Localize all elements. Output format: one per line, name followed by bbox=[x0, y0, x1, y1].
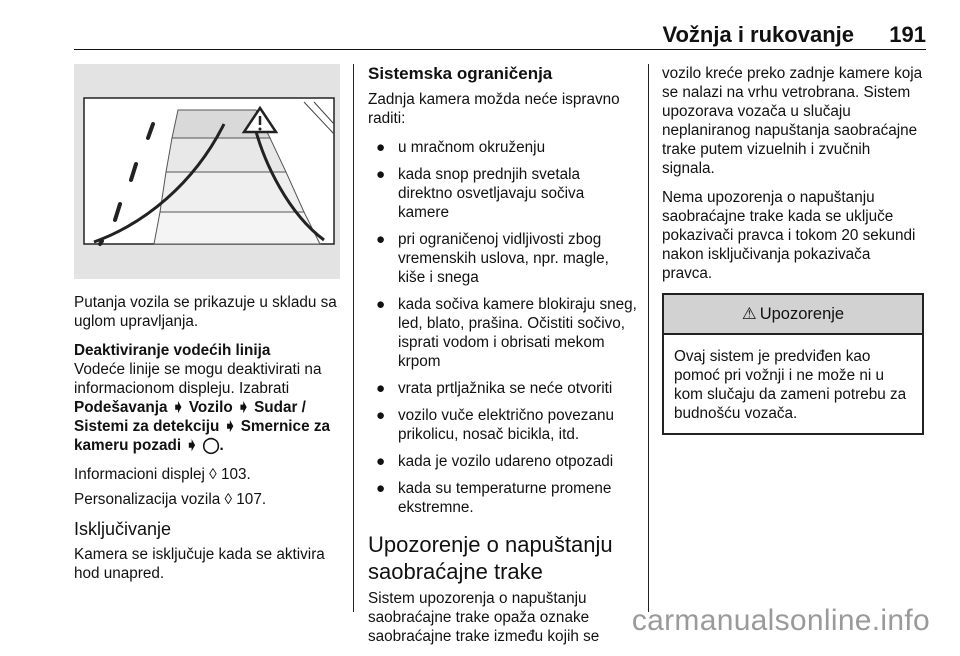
list-item: ● kada sočiva kamere blokiraju sneg, led, blato, prašina. Očistiti sočivo, isprati vodom i obrisati mekom krpom bbox=[376, 296, 637, 370]
page-number: 191 bbox=[889, 22, 926, 47]
system-limits-heading: Sistemska ograničenja bbox=[368, 64, 553, 83]
list-item: ● pri ograničenoj vidljivosti zbog vremenskih uslova, npr. magle, kiše i snega bbox=[376, 231, 609, 286]
list-item: ● kada je vozilo udareno otpozadi bbox=[376, 453, 614, 470]
lane-departure-title: Upozorenje o napuštanju saobraćajne trake bbox=[368, 532, 613, 584]
menu-path: Podešavanja ➧ Vozilo ➧ Sudar / Sistemi za detekciju ➧ Smernice za kameru pozadi ➧ ◯. bbox=[74, 399, 330, 454]
ref-personalization[interactable]: Personalizacija vozila ◊ 107. bbox=[74, 491, 267, 508]
deactivate-heading: Deaktiviranje vodećih linija bbox=[74, 342, 271, 359]
warning-box bbox=[662, 293, 924, 435]
warning-icon: ⚠ bbox=[741, 305, 757, 323]
list-item: ● u mračnom okruženju bbox=[376, 139, 546, 156]
header-rule bbox=[74, 49, 926, 50]
watermark-footer: carmanualsonline.info bbox=[631, 604, 930, 637]
lane-departure-paragraph-1: vozilo kreće preko zadnje kamere koja se nalazi na vrhu vetrobrana. Sistem upozorava vozača u slučaju neplaniranog napuštanja saobraćajne trake putem vizuelnih i zvučnih signala. bbox=[662, 65, 923, 177]
warning-text: Ovaj sistem je predviđen kao pomoć pri vožnji i ne može ni u kom slučaju da zameni potrebu za budnošću vozača. bbox=[674, 348, 907, 422]
deactivate-text: Vodeće linije se mogu deaktivirati na informacionom displeju. Izabrati bbox=[74, 361, 322, 397]
column-divider-right bbox=[648, 64, 649, 612]
warning-header bbox=[664, 295, 922, 335]
lane-departure-text: Sistem upozorenja o napuštanju saobraćajne trake opaža oznake saobraćajne trake između kojih se bbox=[368, 590, 600, 645]
column-3 bbox=[662, 64, 924, 435]
list-item: ● kada snop prednjih svetala direktno osvetljavaju sočiva kamere bbox=[376, 166, 585, 221]
limitations-list bbox=[368, 138, 638, 517]
warning-title: Upozorenje bbox=[759, 304, 845, 323]
lane-departure-paragraph-2: Nema upozorenja o napuštanju saobraćajne trake kada se uključe pokazivači pravca i tokom 20 sekundi nakon isključivanja pokazivača pravca. bbox=[662, 189, 916, 282]
switch-off-text: Kamera se isključuje kada se aktivira hod unapred. bbox=[74, 546, 325, 582]
list-item: ● vozilo vuče električno povezanu prikolicu, nosač bicikla, itd. bbox=[376, 407, 614, 443]
column-2 bbox=[368, 64, 638, 656]
ref-info-display[interactable]: Informacioni displej ◊ 103. bbox=[74, 466, 251, 483]
page-header-title: Vožnja i rukovanje bbox=[662, 22, 854, 47]
list-item: ● vrata prtljažnika se neće otvoriti bbox=[376, 380, 613, 397]
list-item: ● kada su temperaturne promene ekstremne. bbox=[376, 480, 612, 516]
column-1 bbox=[74, 64, 340, 593]
illustration-caption: Putanja vozila se prikazuje u skladu sa uglom upravljanja. bbox=[74, 294, 337, 330]
system-limits-intro: Zadnja kamera možda neće ispravno raditi: bbox=[368, 91, 620, 127]
switch-off-heading: Isključivanje bbox=[74, 519, 172, 539]
column-divider-left bbox=[353, 64, 354, 612]
camera-guideline-illustration bbox=[74, 64, 340, 279]
